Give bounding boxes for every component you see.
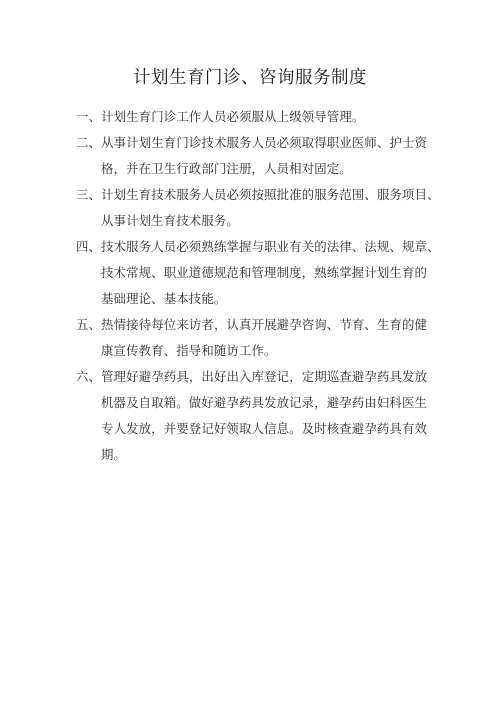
clause-line: 从事计划生育技术服务。 [101,213,239,228]
clause-line: 格，并在卫生行政部门注册，人员相对固定。 [101,161,352,176]
clause-line: 技术常规、职业道德规范和管理制度，熟练掌握计划生育的 [101,265,428,280]
clause-list [76,104,440,468]
clause-line: 五、热情接待每位来访者，认真开展避孕咨询、节育、生育的健 [76,317,428,332]
clause-item [76,104,436,130]
clause-item [76,364,436,468]
clause-item [76,312,436,364]
clause-line: 专人发放，并要登记好领取人信息。及时核查避孕药具有效 [101,421,428,436]
clause-line: 期。 [101,447,127,462]
clause-line: 三、计划生育技术服务人员必须按照批准的服务范围、服务项目、 [76,187,440,202]
clause-line: 基础理论、基本技能。 [101,291,227,306]
clause-line: 康宣传教育、指导和随访工作。 [101,343,277,358]
clause-item [76,130,436,182]
clause-line: 四、技术服务人员必须熟练掌握与职业有关的法律、法规、规章、 [76,239,440,254]
clause-line: 六、管理好避孕药具，出好出入库登记，定期巡查避孕药具发放 [76,369,428,384]
clause-item [76,234,440,312]
clause-line: 二、从事计划生育门诊技术服务人员必须取得职业医师、护士资 [76,135,428,150]
clause-line: 机器及自取箱。做好避孕药具发放记录，避孕药由妇科医生 [101,395,428,410]
clause-line: 一、计划生育门诊工作人员必须服从上级领导管理。 [76,109,365,124]
clause-item [76,182,440,234]
document-title: 计划生育门诊、咨询服务制度 [133,68,367,88]
